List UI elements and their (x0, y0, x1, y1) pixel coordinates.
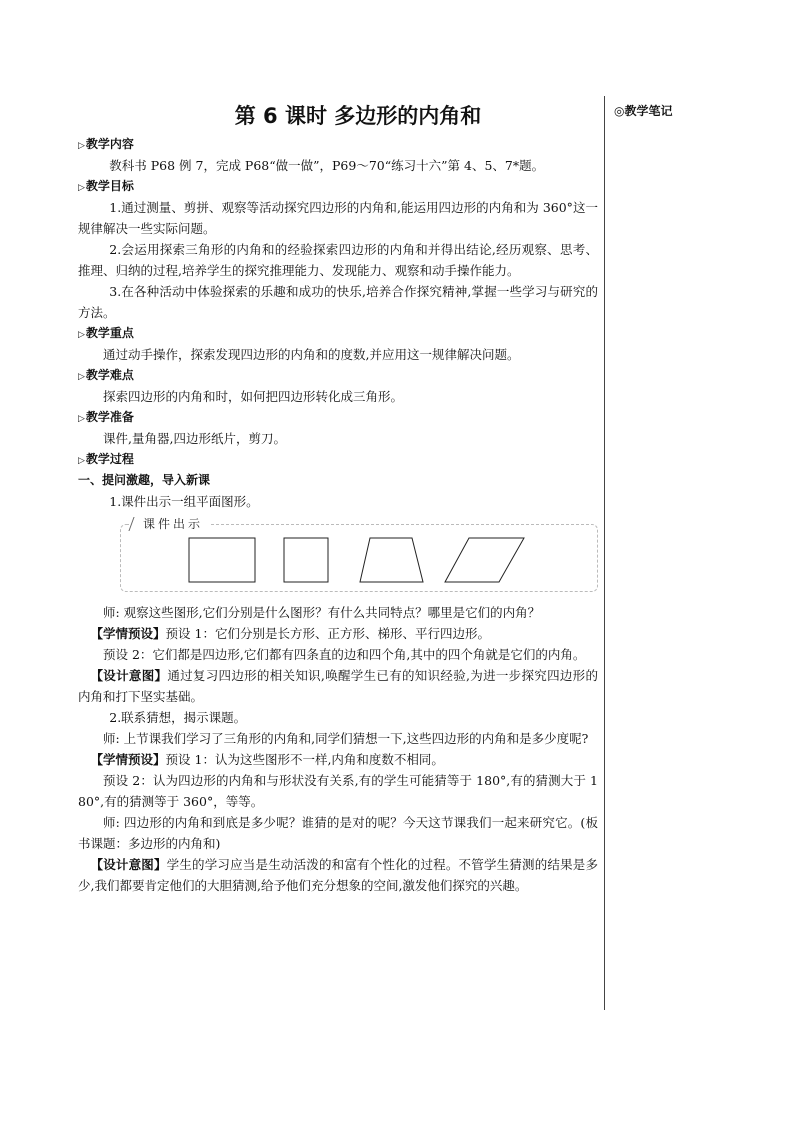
step2: 2.联系猜想，揭示课题。 (109, 710, 247, 725)
design-intent-2: 【设计意图】学生的学习应当是生动活泼的和富有个性化的过程。不管学生猜测的结果是多少,我们都要肯定他们的大胆猜测,给予他们充分想象的空间,激发他们探究的兴趣。 (78, 857, 598, 893)
triangle-bullet-icon: ▷ (78, 183, 85, 193)
triangle-bullet-icon: ▷ (78, 372, 85, 382)
lesson-title: 第 6 课时 多边形的内角和 (234, 104, 482, 128)
square-shape (284, 538, 328, 582)
teaching-notes-label: ◎教学笔记 (614, 104, 673, 118)
section-difficulty: ▷教学难点 (78, 368, 134, 382)
shapes-figure (121, 525, 597, 591)
goal-3: 3.在各种活动中体验探索的乐趣和成功的快乐,培养合作探究精神,掌握一些学习与研究的方法。 (78, 284, 598, 320)
preset-2: 预设 2：它们都是四边形,它们都有四条直的边和四个角,其中的四个角就是它们的内角。 (103, 647, 586, 662)
triangle-bullet-icon: ▷ (78, 141, 85, 151)
notes-divider (604, 96, 605, 1010)
goal-1: 1.通过测量、剪拼、观察等活动探究四边形的内角和,能运用四边形的内角和为 360°这一规律解决一些实际问题。 (78, 200, 598, 236)
teacher-question-2: 师: 上节课我们学习了三角形的内角和,同学们猜想一下,这些四边形的内角和是多少度呢? (103, 731, 589, 746)
section-prep: ▷教学准备 (78, 410, 134, 424)
tag-preset: 【学情预设】 (90, 752, 166, 767)
section-key: ▷教学重点 (78, 326, 134, 340)
courseware-label: 课件出示 (129, 514, 209, 535)
preset-3: 【学情预设】预设 1：认为这些图形不一样,内角和度数不相同。 (90, 752, 444, 767)
rectangle-shape (189, 538, 255, 582)
prep-text: 课件,量角器,四边形纸片，剪刀。 (103, 431, 286, 446)
teacher-question-1: 师: 观察这些图形,它们分别是什么图形？有什么共同特点？哪里是它们的内角？ (103, 605, 541, 620)
step1: 1.课件出示一组平面图形。 (109, 494, 259, 509)
design-intent-1: 【设计意图】通过复习四边形的相关知识,唤醒学生已有的知识经验,为进一步探究四边形的内角和打下坚实基础。 (78, 668, 598, 704)
preset-4: 预设 2：认为四边形的内角和与形状没有关系,有的学生可能猜等于 180°,有的猜测大于 180°,有的猜测等于 360°，等等。 (78, 773, 598, 809)
key-text: 通过动手操作，探索发现四边形的内角和的度数,并应用这一规律解决问题。 (103, 347, 520, 362)
triangle-bullet-icon: ▷ (78, 414, 85, 424)
tag-preset: 【学情预设】 (90, 626, 166, 641)
tag-design: 【设计意图】 (90, 668, 168, 683)
teacher-question-3: 师: 四边形的内角和到底是多少呢？谁猜的是对的呢？今天这节课我们一起来研究它。(板书课题：多边形的内角和) (78, 815, 598, 851)
section-content: ▷教学内容 (78, 137, 134, 151)
parallelogram-shape (445, 538, 524, 582)
section-goals: ▷教学目标 (78, 179, 134, 193)
courseware-box (120, 517, 598, 592)
trapezoid-shape (360, 538, 423, 582)
content-text: 教科书 P68 例 7，完成 P68“做一做”，P69～70“练习十六”第 4、5、7*题。 (109, 158, 545, 173)
lesson-body (78, 98, 598, 896)
section-process: ▷教学过程 (78, 452, 134, 466)
tag-design: 【设计意图】 (90, 857, 167, 872)
preset-1: 【学情预设】预设 1：它们分别是长方形、正方形、梯形、平行四边形。 (90, 626, 490, 641)
goal-2: 2.会运用探索三角形的内角和的经验探索四边形的内角和并得出结论,经历观察、思考、推理、归纳的过程,培养学生的探究推理能力、发现能力、观察和动手操作能力。 (78, 242, 598, 278)
part1-heading: 一、提问激趣，导入新课 (78, 473, 211, 487)
triangle-bullet-icon: ▷ (78, 456, 85, 466)
difficulty-text: 探索四边形的内角和时，如何把四边形转化成三角形。 (103, 389, 404, 404)
triangle-bullet-icon: ▷ (78, 330, 85, 340)
